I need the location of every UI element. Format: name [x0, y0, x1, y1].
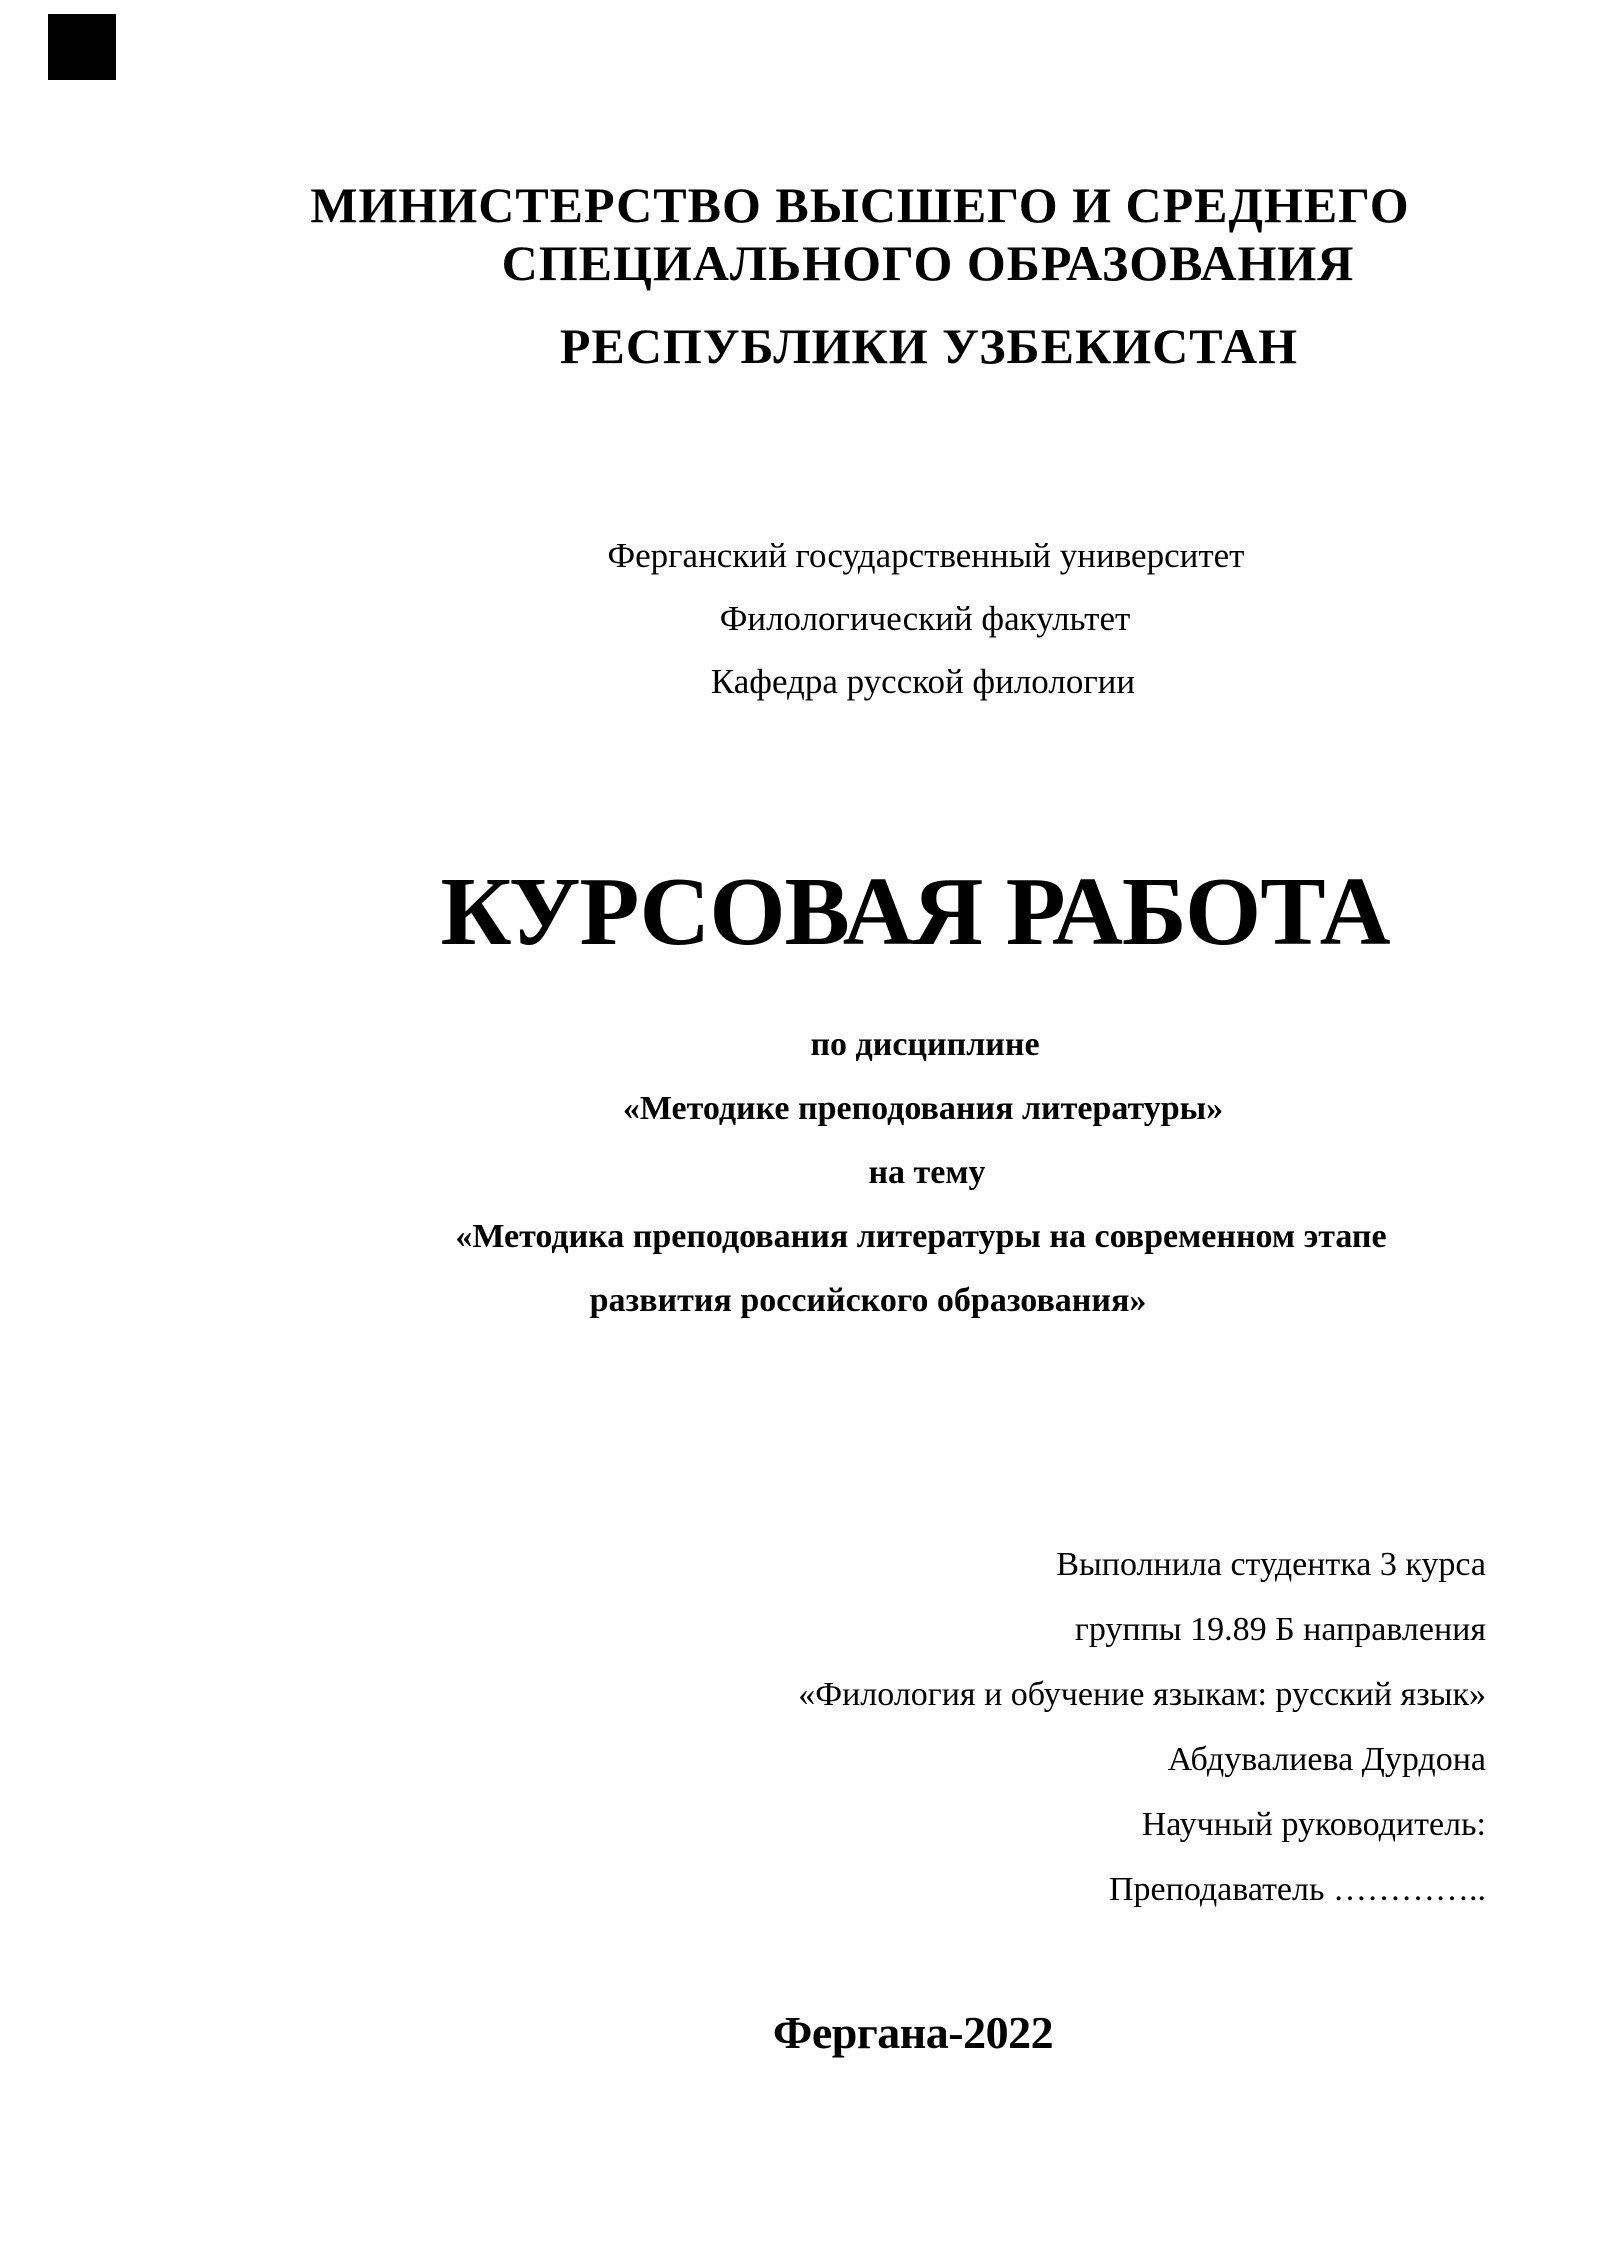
subtitle-by-discipline-text: по дисциплине — [810, 1026, 1040, 1063]
topic-line-2 — [0, 1280, 1600, 1321]
city-year-text: Фергана-2022 — [772, 2007, 1054, 2058]
subtitle-on-topic-text: на тему — [868, 1154, 986, 1191]
topic-line-1-text: «Методика преподования литературы на современном этапе — [455, 1218, 1387, 1255]
university-name-text: Ферганский государственный университет — [607, 536, 1245, 575]
ministry-line-1-text: МИНИСТЕРСТВО ВЫСШЕГО И СРЕДНЕГО — [310, 177, 1410, 233]
faculty-name — [0, 598, 1600, 640]
subtitle-by-discipline — [0, 1024, 1600, 1065]
subtitle-on-topic — [0, 1152, 1600, 1193]
author-line-group: группы 19.89 Б направления — [1074, 1611, 1486, 1648]
university-name — [0, 535, 1600, 577]
ministry-line-2 — [0, 233, 1600, 293]
ministry-line-1 — [0, 175, 1600, 235]
supervisor-label: Научный руководитель: — [1141, 1806, 1486, 1843]
page-corner-mark — [48, 14, 116, 80]
page-title-text: КУРСОВАЯ РАБОТА — [440, 858, 1390, 966]
department-name-text: Кафедра русской филологии — [710, 662, 1136, 701]
topic-line-1 — [0, 1216, 1600, 1257]
department-name — [0, 661, 1600, 703]
subtitle-discipline-text: «Методике преподования литературы» — [622, 1090, 1224, 1127]
supervisor-line: Преподаватель ………….. — [1109, 1871, 1486, 1908]
city-year-line — [0, 2005, 1600, 2060]
author-line-name: Абдувалиева Дурдона — [1167, 1741, 1486, 1778]
ministry-line-3 — [0, 316, 1600, 376]
author-line-direction: «Филология и обучение языкам: русский язык» — [798, 1676, 1486, 1713]
page-title — [0, 853, 1600, 971]
ministry-line-2-text: СПЕЦИАЛЬНОГО ОБРАЗОВАНИЯ — [501, 235, 1355, 291]
faculty-name-text: Филологический факультет — [719, 599, 1131, 638]
topic-line-2-text: развития российского образования» — [589, 1282, 1147, 1319]
subtitle-discipline — [0, 1088, 1600, 1129]
author-line-student: Выполнила студентка 3 курса — [1056, 1546, 1486, 1583]
ministry-line-3-text: РЕСПУБЛИКИ УЗБЕКИСТАН — [559, 318, 1299, 374]
